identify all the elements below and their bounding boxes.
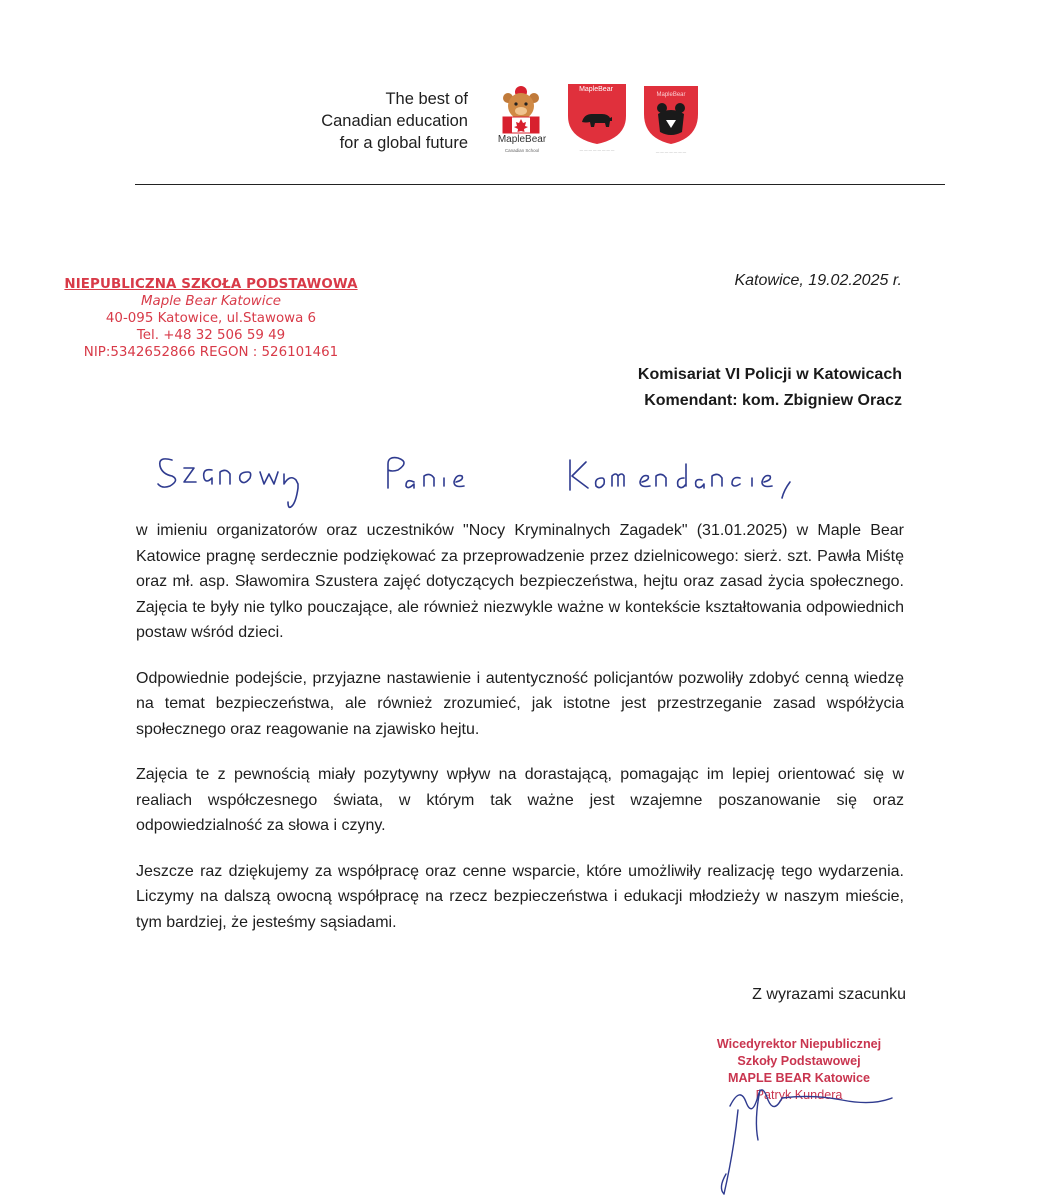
sig-stamp-line-1: Wicedyrektor Niepublicznej bbox=[716, 1037, 882, 1051]
handwritten-salutation bbox=[150, 438, 850, 518]
paragraph-1: w imieniu organizatorów oraz uczestników "Nocy Kryminalnych Zagadek" (31.01.2025) w Maple Bear Katowice pragnę serdecznie podziękować za przeprowadzenie przez dzielnicowego: sierż. szt. Pawła Miśtę oraz mł. asp. Sławomira Szustera zajęć dotyczących bezpieczeństwa, hejtu oraz zasad życia społecznego. Zajęcia te były nie tylko pouczające, ale również niezwykle ważne w kontekście kształtowania odpowiednich postaw wśród dzieci. bbox=[136, 522, 904, 641]
paragraph-2: Odpowiednie podejście, przyjazne nastawienie i autentyczność policjantów pozwoliły zdobyć cenną wiedzę na temat bezpieczeństwa, ale również zrozumieć, jak istotne jest przestrzeganie zasad współżycia społecznego oraz reagowanie na zjawisko hejtu. bbox=[136, 669, 904, 738]
sig-stamp-line-2: Szkoły Podstawowej bbox=[737, 1054, 861, 1068]
header-divider bbox=[135, 184, 945, 185]
maplebear-bear-logo bbox=[486, 84, 556, 156]
place-date: Katowice, 19.02.2025 r. bbox=[734, 272, 902, 289]
logo3-label: MapleBear bbox=[656, 92, 686, 98]
logo2-label: MapleBear bbox=[579, 86, 613, 93]
logo3-caption-line: — — — — — — — bbox=[655, 150, 687, 154]
recipient-block bbox=[560, 362, 902, 414]
letter-body bbox=[136, 518, 904, 955]
stamp-school-name: NIEPUBLICZNA SZKOŁA PODSTAWOWA bbox=[64, 277, 358, 292]
tagline-line-2: Canadian education bbox=[321, 112, 468, 130]
logo1-caption: Canadian School bbox=[504, 148, 540, 153]
tagline-line-1: The best of bbox=[385, 90, 468, 108]
paragraph-3: Zajęcia te z pewnością miały pozytywny wpływ na dorastającą, pomagając im lepiej orientować się w realiach współczesnego świata, w którym tak ważne jest wzajemne poszanowanie się oraz odpowiedzialność za słowa i czyny. bbox=[136, 766, 904, 834]
stamp-school-subname: Maple Bear Katowice bbox=[140, 294, 282, 309]
tagline-line-3: for a global future bbox=[339, 134, 468, 152]
sender-stamp bbox=[60, 276, 362, 361]
handwritten-signature bbox=[690, 1030, 920, 1200]
sig-stamp-line-3: MAPLE BEAR Katowice bbox=[727, 1071, 871, 1085]
logo2-caption-line: — — — — — — — — bbox=[579, 148, 615, 152]
recipient-line-2: Komendant: kom. Zbigniew Oracz bbox=[644, 392, 902, 409]
paragraph-4: Jeszcze raz dziękujemy za współpracę oraz cenne wsparcie, które umożliwiły realizację tego wydarzenia. Liczymy na dalszą owocną współpracę na rzecz bezpieczeństwa i edukacji młodzieży w naszym mieście, tym bardziej, że jesteśmy sąsiadami. bbox=[136, 862, 904, 931]
logo1-label: MapleBear bbox=[497, 134, 547, 145]
stamp-phone: Tel. +48 32 506 59 49 bbox=[136, 328, 286, 343]
stamp-address: 40-095 Katowice, ul.Stawowa 6 bbox=[105, 311, 317, 326]
recipient-line-1: Komisariat VI Policji w Katowicach bbox=[637, 366, 902, 383]
sig-stamp-name: Patryk Kundera bbox=[755, 1088, 843, 1102]
stamp-nip-regon: NIP:5342652866 REGON : 526101461 bbox=[83, 345, 339, 360]
header-tagline bbox=[300, 88, 468, 154]
closing-phrase: Z wyrazami szacunku bbox=[752, 986, 906, 1003]
